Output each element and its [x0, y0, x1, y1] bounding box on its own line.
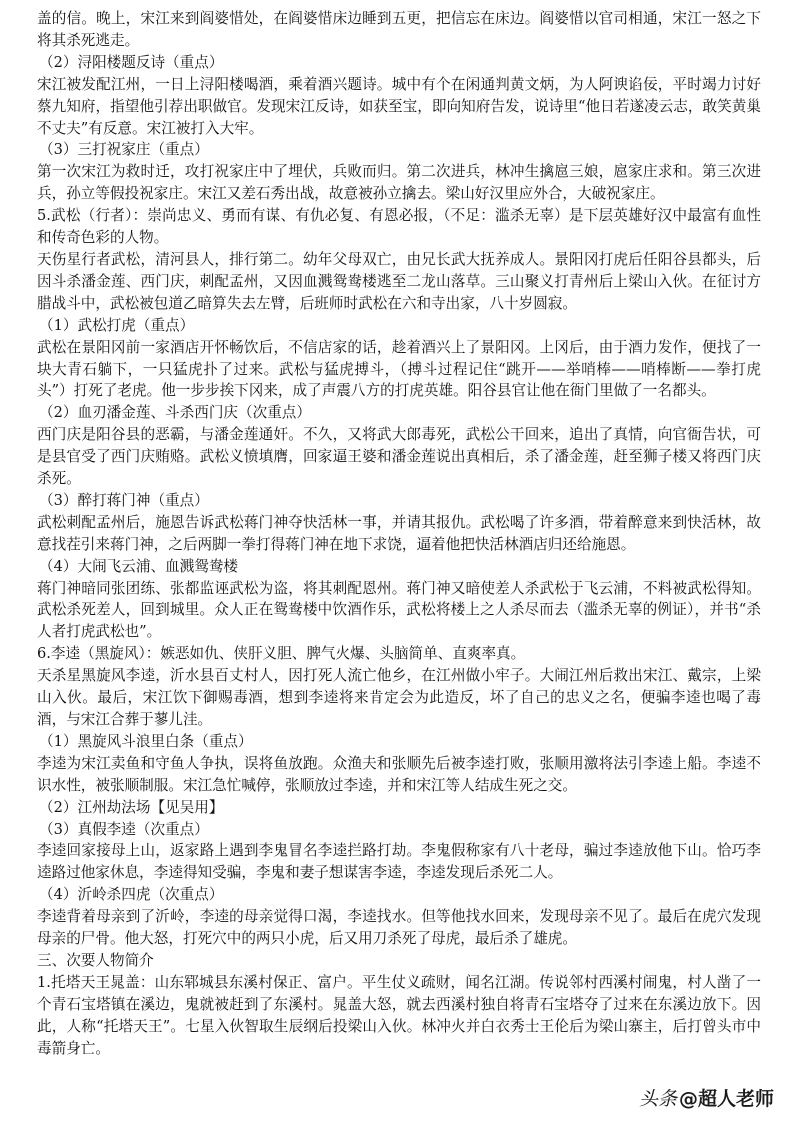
paragraph-zhujiazhuang: 第一次宋江为救时迁，攻打祝家庄中了埋伏，兵败而归。第二次进兵，林冲生擒扈三娘，扈家庄求和。第三次进兵，孙立等假投祝家庄。宋江又差石秀出战，故意被孙立擒去。梁山好汉里应外合，大破祝家庄。: [37, 163, 761, 203]
watermark-platform: 头条: [638, 1088, 677, 1110]
paragraph-wusong-tiger: 武松在景阳冈前一家酒店开怀畅饮后，不信店家的话，趁着酒兴上了景阳冈。上冈后，由于酒力发作，便找了一块大青石躺下，一只猛虎扑了过来。武松与猛虎搏斗，（搏斗过程记住“跳开——举哨棒——哨棒断——拳打虎头”）打死了老虎。他一步步挨下冈来，成了声震八方的打虎英雄。阳谷县官让他在衙门里做了一名都头。: [37, 338, 761, 400]
heading-langlibaitiao: （1）黑旋风斗浪里白条（重点）: [39, 732, 253, 750]
heading-xunyang-tower: （2）浔阳楼题反诗（重点）: [39, 53, 224, 71]
heading-ximenqing: （2）血刃潘金莲、斗杀西门庆（次重点）: [39, 404, 311, 422]
paragraph-intro-continuation: 盖的信。晚上，宋江来到阎婆惜处，在阎婆惜床边睡到五更，把信忘在床边。阎婆惜以官司相通，宋江一怒之下将其杀死逃走。: [37, 10, 761, 49]
toutiao-watermark: [639, 1084, 774, 1111]
paragraph-xunyang-tower: 宋江被发配江州，一日上浔阳楼喝酒，乘着酒兴题诗。城中有个在闲通判黄文炳，为人阿谀谄佞，平时竭力讨好蔡九知府，指望他引荐出职做官。发现宋江反诗，如获至宝，即向知府告发，说诗里“他日若遂凌云志，敢笑黄巢不丈夫”有反意。宋江被打入大牢。: [37, 75, 761, 137]
heading-wusong: 5.武松（行者）：崇尚忠义、勇而有谋、有仇必复、有恩必报，（不足：滥杀无辜）是下层英雄好汉中最富有血性和传奇色彩的人物。: [37, 207, 761, 247]
heading-likui: 6.李逵（黑旋风）：嫉恶如仇、侠肝义胆、脾气火爆、头脑简单、直爽率真。: [37, 645, 526, 663]
heading-wusong-tiger: （1）武松打虎（重点）: [39, 316, 195, 334]
heading-jiangmenshen: （3）醉打蒋门神（重点）: [39, 491, 209, 509]
heading-zhujiazhuang: （3）三打祝家庄（重点）: [39, 141, 209, 159]
paragraph-likui-bio: 天杀星黑旋风李逵，沂水县百丈村人，因打死人流亡他乡，在江州做小牢子。大闹江州后救出宋江、戴宗，上梁山入伙。最后，宋江饮下御赐毒酒，想到李逵将来肯定会为此造反，坏了自己的忠义之名，便骗李逵也喝了毒酒，与宋江合葬于蓼儿洼。: [37, 667, 761, 728]
paragraph-fake-likui: 李逵回家接母上山，返家路上遇到李鬼冒名李逵拦路打劫。李鬼假称家有八十老母，骗过李逵放他下山。恰巧李逵路过他家休息，李逵得知受骗，李鬼和妻子想谋害李逵，李逵发现后杀死二人。: [37, 842, 761, 882]
paragraph-langlibaitiao: 李逵为宋江卖鱼和守鱼人争执，误将鱼放跑。众渔夫和张顺先后被李逵打败，张顺用激将法引李逵上船。李逵不识水性，被张顺制服。宋江急忙喊停，张顺放过李逵，并和宋江等人结成生死之交。: [37, 754, 761, 794]
paragraph-yiling: 李逵背着母亲到了沂岭，李逵的母亲觉得口渴，李逵找水。但等他找水回来，发现母亲不见了。最后在虎穴发现母亲的尸骨。他大怒，打死穴中的两只小虎，后又用刀杀死了母虎，最后杀了雄虎。: [37, 908, 761, 948]
document-page: [37, 8, 761, 1060]
paragraph-ximenqing: 西门庆是阳谷县的恶霸，与潘金莲通奸。不久，又将武大郎毒死，武松公干回来，追出了真情，向官衙告状，可是县官受了西门庆贿赂。武松义愤填膺，回家逼王婆和潘金莲说出真相后，杀了潘金莲，赶至狮子楼又将西门庆杀死。: [37, 426, 761, 488]
paragraph-chaogai: 1.托塔天王晁盖：山东郓城县东溪村保正、富户。平生仗义疏财，闻名江湖。传说邻村西溪村闹鬼，村人凿了一个青石宝塔镇在溪边，鬼就被赶到了东溪村。晁盖大怒，就去西溪村独自将青石宝塔夺了过来在东溪边放下。因此，人称“托塔天王”。七星入伙智取生辰纲后投梁山入伙。林冲火并白衣秀士王伦后为梁山寨主，后打曾头市中毒箭身亡。: [37, 973, 761, 1057]
heading-feiyunpu: （4）大闹飞云浦、血溅鸳鸯楼: [39, 557, 239, 575]
heading-yiling: （4）沂岭杀四虎（次重点）: [39, 886, 224, 904]
heading-secondary-characters: 三、次要人物简介: [37, 951, 154, 969]
heading-jiangzhou: （2）江州劫法场【见吴用】: [39, 798, 224, 816]
heading-fake-likui: （3）真假李逵（次重点）: [39, 820, 209, 838]
paragraph-wusong-bio: 天伤星行者武松，清河县人，排行第二。幼年父母双亡，由兄长武大抚养成人。景阳冈打虎后任阳谷县都头，后因斗杀潘金莲、西门庆，刺配孟州，又因血溅鸳鸯楼逃至二龙山落草。三山聚义打青州后上梁山入伙。在征讨方腊战斗中，武松被包道乙暗算失去左臂，后班师时武松在六和寺出家，八十岁圆寂。: [37, 250, 761, 312]
watermark-author: @超人老师: [678, 1088, 774, 1110]
paragraph-jiangmenshen: 武松刺配孟州后，施恩告诉武松蒋门神夺快活林一事，并请其报仇。武松喝了许多酒，带着醉意来到快活林，故意找茬引来蒋门神，之后两脚一拳打得蒋门神在地下求饶，逼着他把快活林酒店归还给施恩。: [37, 513, 761, 553]
paragraph-feiyunpu: 蒋门神暗同张团练、张都监诬武松为盗，将其刺配恩州。蒋门神又暗使差人杀武松于飞云浦，不料被武松得知。武松杀死差人，回到城里。众人正在鸳鸯楼中饮酒作乐，武松将楼上之人杀尽而去（滥杀无辜的例证），并书“杀人者打虎武松也”。: [37, 579, 761, 641]
